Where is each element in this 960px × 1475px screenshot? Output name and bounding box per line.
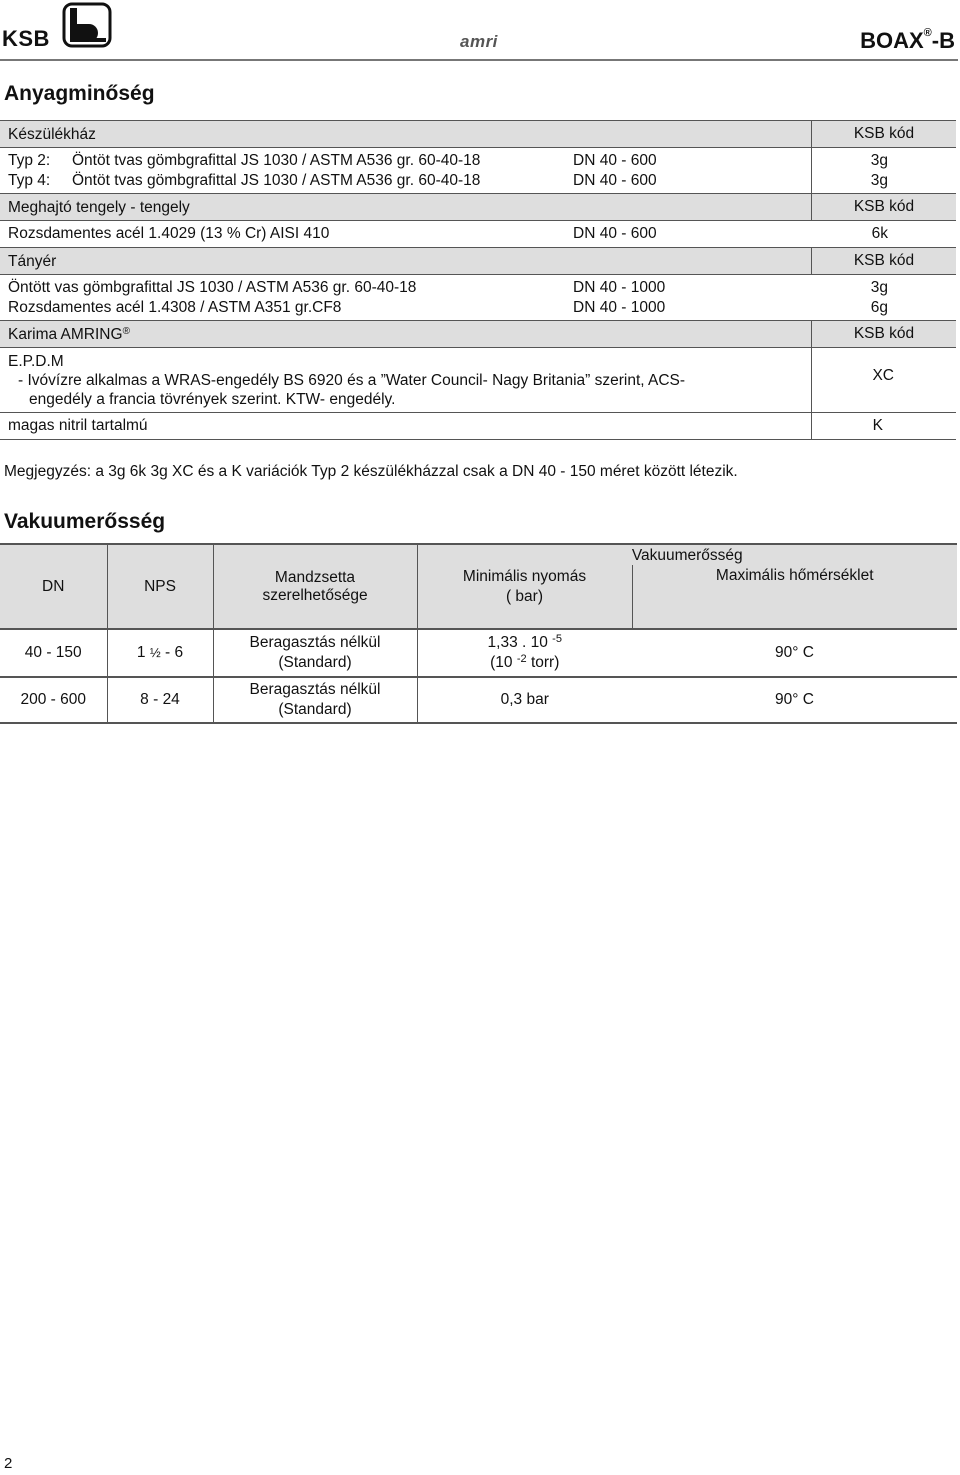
page-number: 2	[4, 1455, 13, 1472]
shaft-header: Meghajtó tengely - tengely KSB kód	[0, 193, 956, 221]
epdm-row: E.P.D.M - Ivóvízre alkalmas a WRAS-engedély BS 6920 és a ”Water Council- Nagy Britania” szerint, ACS- engedély a francia tövrények szerint. KTW- engedély. XC	[0, 348, 956, 413]
housing-rows	[0, 148, 956, 193]
disc-header: Tányér KSB kód	[0, 247, 956, 275]
materials-title: Anyagminőség	[4, 82, 155, 105]
table-row: Rozsdamentes acél 1.4029 (13 % Cr) AISI 410 DN 40 - 600 6k	[8, 225, 888, 242]
ksb-logo: KSB	[2, 26, 50, 51]
nitrile-row: magas nitril tartalmú K	[0, 413, 956, 440]
housing-header: Készülékház KSB kód	[0, 120, 956, 148]
col-header-nps: NPS	[107, 544, 213, 629]
table-row: Typ 2: Öntöt tvas gömbgrafittal JS 1030 / ASTM A536 gr. 60-40-18 DN 40 - 600 3g	[8, 152, 888, 169]
amri-logo: amri	[460, 32, 498, 51]
header-divider	[0, 59, 958, 61]
materials-note: Megjegyzés: a 3g 6k 3g XC és a K variációk Typ 2 készülékházzal csak a DN 40 - 150 méret között létezik.	[4, 463, 738, 480]
vacuum-title: Vakuumerősség	[4, 510, 166, 533]
col-header-vacuum: Vakuumerősség	[417, 544, 957, 565]
table-row: 200 - 600 8 - 24 Beragasztás nélkül (Standard) 0,3 bar 90° C	[0, 677, 957, 723]
col-header-max-temp: Maximális hőmérséklet	[632, 565, 957, 629]
product-title: BOAX®-B	[860, 26, 955, 53]
table-row: 40 - 150 1 ½ - 6 Beragasztás nélkül (Standard) 1,33 . 10 $^{-5}$ (10 $^{-2}$ torr) 90° C	[0, 629, 957, 677]
ksb-b-logo-icon	[62, 2, 112, 48]
col-header-dn: DN	[0, 544, 107, 629]
table-row: Öntött vas gömbgrafittal JS 1030 / ASTM A536 gr. 60-40-18 DN 40 - 1000 3g	[8, 279, 888, 296]
table-row: Typ 4: Öntöt tvas gömbgrafittal JS 1030 / ASTM A536 gr. 60-40-18 DN 40 - 600 3g	[8, 172, 888, 189]
col-header-assembly: Mandzsetta szerelhetősége	[213, 544, 417, 629]
table-row: Rozsdamentes acél 1.4308 / ASTM A351 gr.CF8 DN 40 - 1000 6g	[8, 299, 888, 316]
col-header-min-pressure: Minimális nyomás ( bar)	[417, 565, 632, 629]
vacuum-table	[0, 543, 957, 724]
shaft-rows	[0, 221, 956, 247]
materials-table	[0, 120, 956, 440]
flange-header: Karima AMRING® KSB kód	[0, 320, 956, 348]
disc-rows	[0, 275, 956, 320]
